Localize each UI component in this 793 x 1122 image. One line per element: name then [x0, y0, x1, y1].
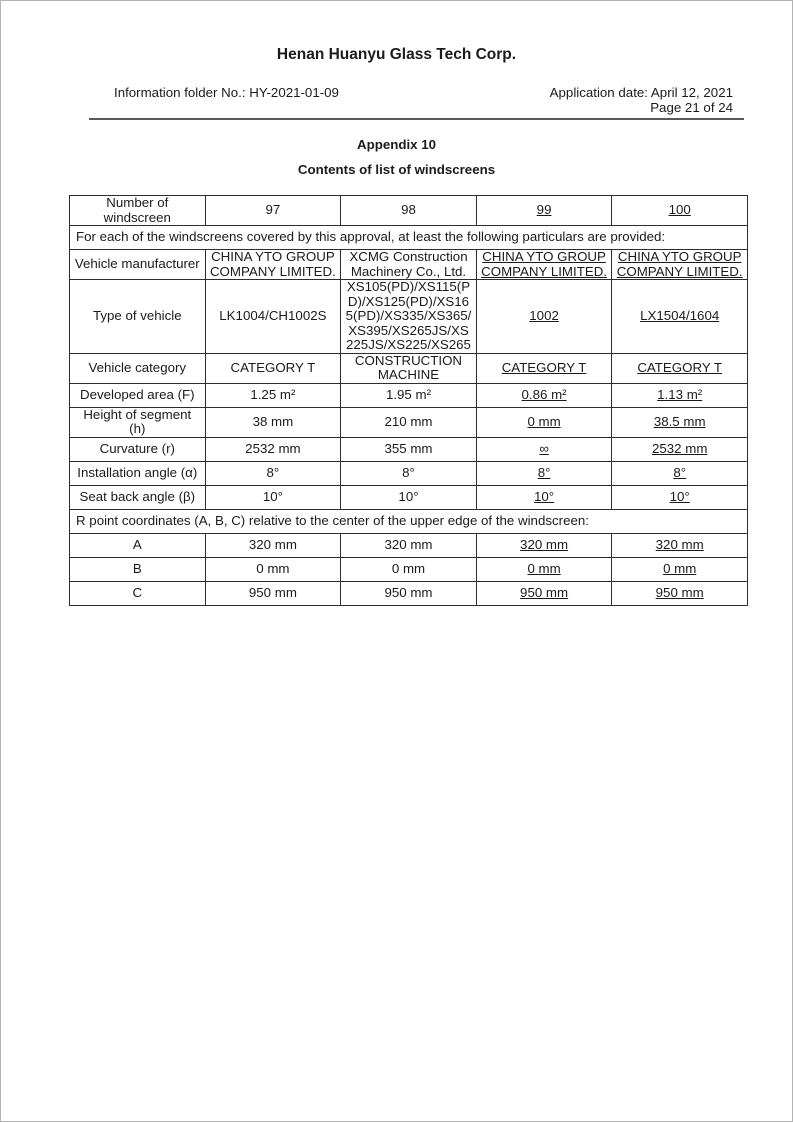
developed-area-windscreen-99: 0.86 m²: [476, 383, 612, 407]
table-row-approval-note: [70, 226, 748, 250]
table-row-vehicle-category: [70, 353, 748, 383]
vehicle-type-windscreen-98: XS105(PD)/XS115(PD)/XS125(PD)/XS165(PD)/XS335/XS365/XS395/XS265JS/XS225JS/XS225/XS265: [341, 280, 477, 354]
segment-height-windscreen-100: 38.5 mm: [612, 407, 748, 437]
table-row-coordinate-b: [70, 557, 748, 581]
coordinate-a-windscreen-100: 320 mm: [612, 533, 748, 557]
coordinate-c-windscreen-100: 950 mm: [612, 581, 748, 605]
header-info: [114, 85, 733, 115]
category-windscreen-97: CATEGORY T: [205, 353, 341, 383]
vehicle-type-windscreen-99: 1002: [476, 280, 612, 354]
appendix-title: Appendix 10: [356, 137, 437, 152]
coordinate-a-windscreen-99: 320 mm: [476, 533, 612, 557]
installation-angle-windscreen-100: 8°: [612, 461, 748, 485]
vehicle-type-windscreen-100: LX1504/1604: [612, 280, 748, 354]
developed-area-windscreen-100: 1.13 m²: [612, 383, 748, 407]
row-label: B: [70, 557, 206, 581]
r-point-note: R point coordinates (A, B, C) relative to the center of the upper edge of the windscreen:: [70, 509, 748, 533]
application-date: Application date: April 12, 2021: [549, 85, 733, 100]
developed-area-windscreen-98: 1.95 m²: [341, 383, 477, 407]
approval-note: For each of the windscreens covered by this approval, at least the following particulars are provided:: [70, 226, 748, 250]
row-label: Vehicle manufacturer: [70, 250, 206, 280]
coordinate-b-windscreen-100: 0 mm: [612, 557, 748, 581]
coordinate-b-windscreen-99: 0 mm: [476, 557, 612, 581]
table-row-height-of-segment: [70, 407, 748, 437]
manufacturer-windscreen-99: CHINA YTO GROUP COMPANY LIMITED.: [476, 250, 612, 280]
table-row-developed-area: [70, 383, 748, 407]
table-row-curvature: [70, 437, 748, 461]
seat-back-angle-windscreen-97: 10°: [205, 485, 341, 509]
installation-angle-windscreen-99: 8°: [476, 461, 612, 485]
coordinate-a-windscreen-98: 320 mm: [341, 533, 477, 557]
row-label: C: [70, 581, 206, 605]
curvature-windscreen-98: 355 mm: [341, 437, 477, 461]
coordinate-b-windscreen-97: 0 mm: [205, 557, 341, 581]
table-row-vehicle-manufacturer: [70, 250, 748, 280]
category-windscreen-100: CATEGORY T: [612, 353, 748, 383]
developed-area-windscreen-97: 1.25 m²: [205, 383, 341, 407]
table-row-type-of-vehicle: [70, 280, 748, 354]
category-windscreen-98: CONSTRUCTION MACHINE: [341, 353, 477, 383]
seat-back-angle-windscreen-99: 10°: [476, 485, 612, 509]
coordinate-c-windscreen-98: 950 mm: [341, 581, 477, 605]
coordinate-c-windscreen-97: 950 mm: [205, 581, 341, 605]
row-label: Seat back angle (β): [70, 485, 206, 509]
row-label: Curvature (r): [70, 437, 206, 461]
manufacturer-windscreen-97: CHINA YTO GROUP COMPANY LIMITED.: [205, 250, 341, 280]
coordinate-a-windscreen-97: 320 mm: [205, 533, 341, 557]
table-row-installation-angle: [70, 461, 748, 485]
windscreen-number-98: 98: [341, 196, 477, 226]
installation-angle-windscreen-97: 8°: [205, 461, 341, 485]
row-label: Number of windscreen: [70, 196, 206, 226]
windscreen-number-99: 99: [476, 196, 612, 226]
installation-angle-windscreen-98: 8°: [341, 461, 477, 485]
manufacturer-windscreen-100: CHINA YTO GROUP COMPANY LIMITED.: [612, 250, 748, 280]
vehicle-type-windscreen-97: LK1004/CH1002S: [205, 280, 341, 354]
table-row-windscreen-number: [70, 196, 748, 226]
row-label: Developed area (F): [70, 383, 206, 407]
windscreen-number-100: 100: [612, 196, 748, 226]
header-rule: [89, 118, 744, 120]
row-label: Type of vehicle: [70, 280, 206, 354]
row-label: Vehicle category: [70, 353, 206, 383]
curvature-windscreen-97: 2532 mm: [205, 437, 341, 461]
header-info-right: [550, 85, 733, 115]
row-label: A: [70, 533, 206, 557]
table-row-coordinate-c: [70, 581, 748, 605]
table-row-seat-back-angle: [70, 485, 748, 509]
table-row-coordinate-a: [70, 533, 748, 557]
page-number: Page 21 of 24: [650, 100, 733, 115]
segment-height-windscreen-99: 0 mm: [476, 407, 612, 437]
curvature-windscreen-99: ∞: [476, 437, 612, 461]
coordinate-b-windscreen-98: 0 mm: [341, 557, 477, 581]
page-title: Henan Huanyu Glass Tech Corp.: [276, 46, 517, 63]
segment-height-windscreen-97: 38 mm: [205, 407, 341, 437]
info-folder-no: Information folder No.: HY-2021-01-09: [114, 85, 339, 100]
manufacturer-windscreen-98: XCMG Construction Machinery Co., Ltd.: [341, 250, 477, 280]
windscreens-table: [69, 195, 748, 606]
row-label: Height of segment (h): [70, 407, 206, 437]
row-label: Installation angle (α): [70, 461, 206, 485]
curvature-windscreen-100: 2532 mm: [612, 437, 748, 461]
seat-back-angle-windscreen-98: 10°: [341, 485, 477, 509]
category-windscreen-99: CATEGORY T: [476, 353, 612, 383]
windscreen-number-97: 97: [205, 196, 341, 226]
table-row-rpoint-note: [70, 509, 748, 533]
document-subtitle: Contents of list of windscreens: [297, 162, 496, 177]
coordinate-c-windscreen-99: 950 mm: [476, 581, 612, 605]
segment-height-windscreen-98: 210 mm: [341, 407, 477, 437]
seat-back-angle-windscreen-100: 10°: [612, 485, 748, 509]
